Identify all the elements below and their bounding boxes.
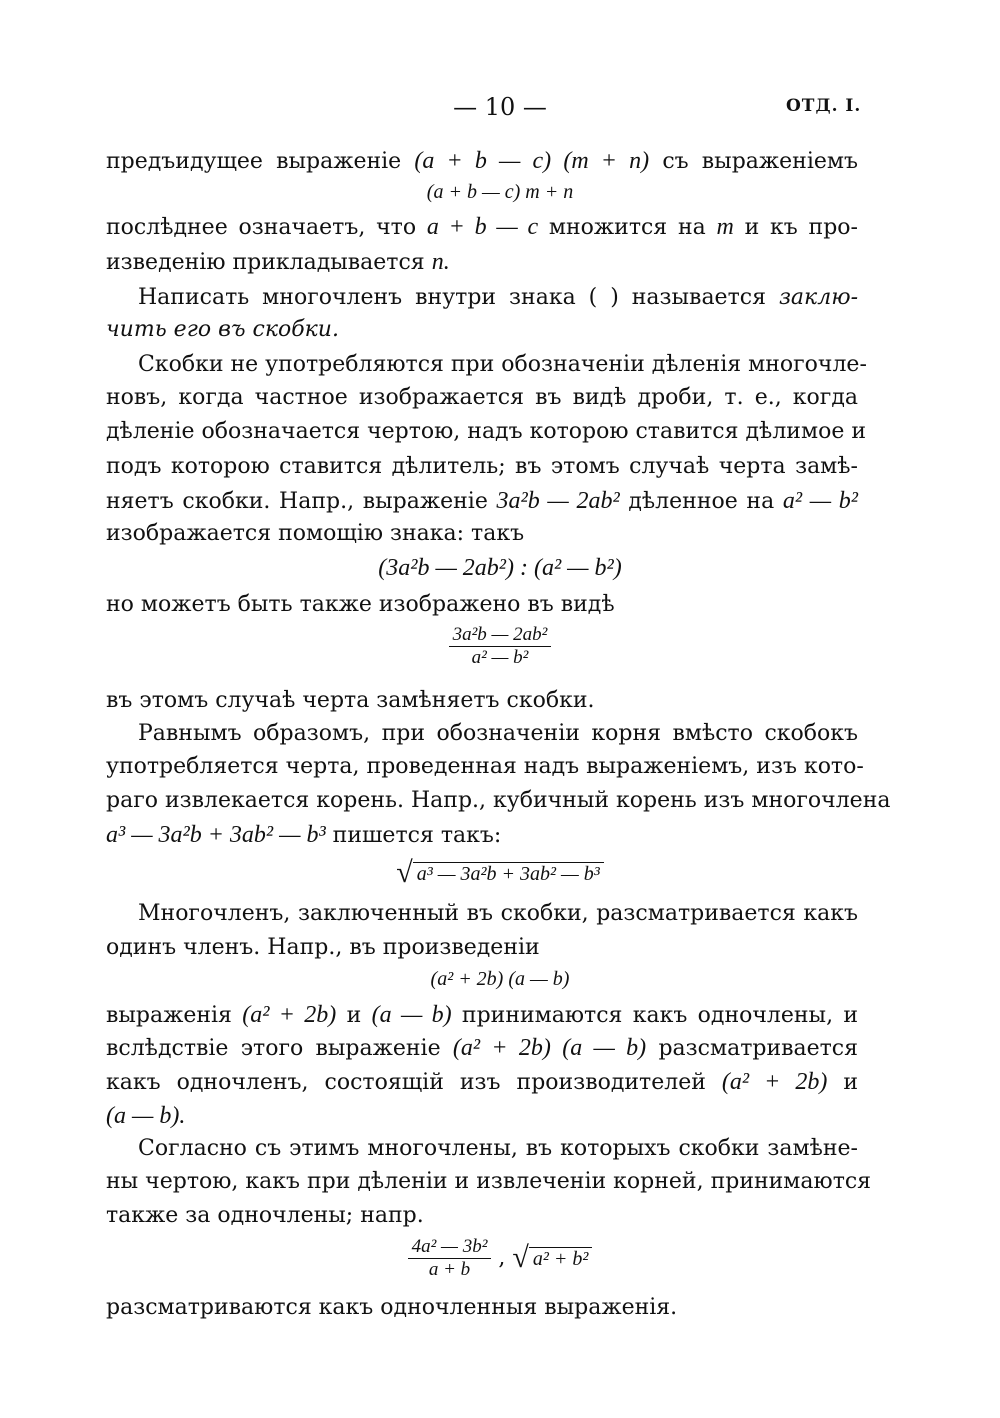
text-line <box>106 1101 858 1132</box>
text-fragment: предъидущее выраженіе <box>106 149 402 174</box>
text-line: новъ, когда частное изображается въ видѣ дроби, т. е., когда <box>106 385 858 410</box>
text-line <box>106 486 858 517</box>
math-expression: 3a²b — 2ab² <box>496 488 620 514</box>
equation-line <box>0 858 1000 889</box>
math-expression: (a² + 2b) (a — b) <box>430 968 570 990</box>
text-line: изображается помощію знака: такъ <box>106 521 525 546</box>
fraction <box>449 624 552 669</box>
radicand: a³ — 3a²b + 3ab² — b³ <box>413 862 604 885</box>
square-root <box>512 1240 592 1274</box>
radical-sign: √ <box>512 1240 529 1274</box>
text-fragment: и къ про- <box>744 215 858 240</box>
text-fragment: пишется такъ: <box>332 823 502 848</box>
math-expression: (a — b) <box>371 1002 452 1028</box>
text-line: въ этомъ случаѣ черта замѣняетъ скобки. <box>106 688 595 713</box>
math-expression: (3a²b — 2ab²) : (a² — b²) <box>378 555 622 581</box>
text-fragment: и <box>346 1003 362 1028</box>
text-fragment: вслѣдствіе этого выраженіе <box>106 1036 441 1061</box>
text-line: Согласно съ этимъ многочлены, въ которыхъ скобки замѣне- <box>138 1136 858 1161</box>
text-fragment: разсматривается <box>658 1036 859 1061</box>
text-line: но можетъ быть также изображено въ видѣ <box>106 592 615 617</box>
math-expression: (a² + 2b) <box>721 1069 828 1095</box>
text-fragment: дѣленное на <box>628 489 775 514</box>
text-fragment: принимаются какъ одночлены, и <box>461 1003 859 1028</box>
equation-line <box>0 964 1000 994</box>
text-line <box>106 247 858 278</box>
italic-text: чить его въ скобки. <box>106 317 339 342</box>
section-label: ОТД. I. <box>786 96 862 116</box>
math-expression: a + b — c <box>426 214 539 240</box>
text-line <box>106 820 858 851</box>
text-fragment: послѣднее означаетъ, что <box>106 215 417 240</box>
page-number: — 10 — <box>453 93 547 121</box>
math-expression: (a + b — c) m + n <box>426 181 574 203</box>
text-line: разсматриваются какъ одночленныя выраженія. <box>106 1295 678 1320</box>
math-expression: n. <box>431 249 450 275</box>
text-line: подъ которою ставится дѣлитель; въ этомъ случаѣ черта замѣ- <box>106 454 858 479</box>
text-line: Равнымъ образомъ, при обозначеніи корня вмѣсто скобокъ <box>138 721 858 746</box>
separator: , <box>498 1245 506 1271</box>
text-line <box>106 1033 858 1064</box>
text-line <box>106 212 858 243</box>
text-fragment: няетъ скобки. Напр., выраженіе <box>106 489 488 514</box>
text-line: употребляется черта, проведенная надъ выраженіемъ, изъ кото- <box>106 754 864 779</box>
text-line: дѣленіе обозначается чертою, надъ которою ставится дѣлимое и <box>106 419 866 444</box>
text-line: раго извлекается корень. Напр., кубичный корень изъ многочлена <box>106 788 891 813</box>
fraction-denominator: a² — b² <box>471 647 529 668</box>
text-line <box>138 283 858 313</box>
math-expression: (a + b — c) (m + n) <box>414 148 650 174</box>
fraction-numerator: 3a²b — 2ab² <box>449 624 552 647</box>
math-expression: (a² + 2b) (a — b) <box>452 1035 647 1061</box>
equation-line <box>0 553 1000 584</box>
math-expression: (a² + 2b) <box>242 1002 337 1028</box>
text-fragment: съ выраженіемъ <box>662 149 858 174</box>
fraction <box>408 1236 492 1281</box>
text-line: ны чертою, какъ при дѣленіи и извлеченіи корней, принимаются <box>106 1169 872 1194</box>
text-line: одинъ членъ. Напр., въ произведеніи <box>106 935 540 960</box>
fraction-denominator: a + b <box>428 1259 471 1280</box>
math-expression: a² — b² <box>782 488 858 514</box>
text-fragment: и <box>843 1070 858 1095</box>
math-expression: (a — b). <box>106 1103 186 1129</box>
equation-line <box>0 177 1000 207</box>
cube-root <box>396 858 604 889</box>
text-fragment: выраженія <box>106 1003 232 1028</box>
equation-line <box>0 1236 1000 1281</box>
text-fragment: изведенію прикладывается <box>106 250 425 275</box>
text-fragment: множится на <box>548 215 706 240</box>
math-expression: a³ — 3a²b + 3ab² — b³ <box>106 822 326 848</box>
math-expression: m <box>716 214 734 240</box>
text-line <box>106 1067 858 1098</box>
radical-sign: √ <box>396 856 413 889</box>
fraction-line <box>0 624 1000 669</box>
text-line <box>106 315 858 345</box>
radicand: a² + b² <box>529 1247 593 1270</box>
text-line: Скобки не употребляются при обозначеніи дѣленія многочле- <box>138 352 867 377</box>
text-fragment: какъ одночленъ, состоящій изъ производителей <box>106 1070 706 1095</box>
fraction-numerator: 4a² — 3b² <box>408 1236 492 1259</box>
text-line <box>106 1000 858 1031</box>
text-line: также за одночлены; напр. <box>106 1203 424 1228</box>
italic-text: заклю- <box>778 285 858 310</box>
text-line: Многочленъ, заключенный въ скобки, разсматривается какъ <box>138 901 858 926</box>
text-fragment: Написать многочленъ внутри знака ( ) называется <box>138 285 766 310</box>
text-line <box>106 146 858 177</box>
